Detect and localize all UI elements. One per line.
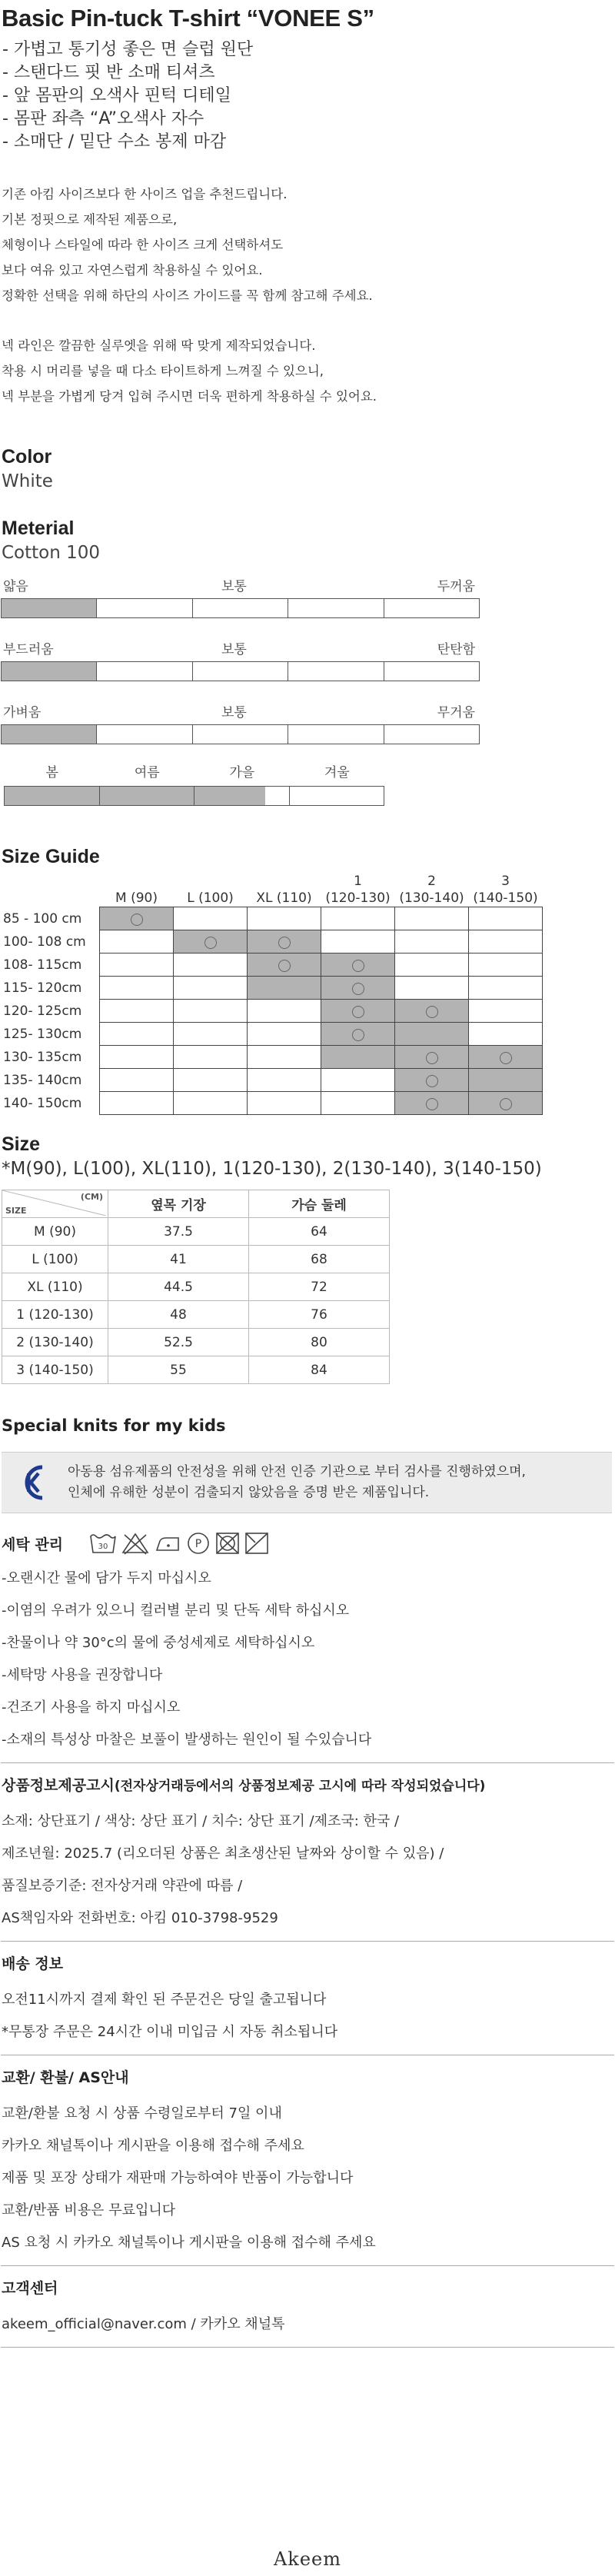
feature-item: - 가볍고 통기성 좋은 면 슬럽 원단 — [2, 40, 254, 59]
size-measure-row — [2, 1246, 390, 1273]
size-guide-cell — [248, 907, 321, 930]
season-cell — [4, 786, 100, 806]
size-guide-cell — [174, 1092, 248, 1115]
size-guide-row — [0, 1046, 543, 1069]
scale-bar — [2, 724, 480, 744]
size-guide-cell — [100, 907, 174, 930]
size-guide-cell — [174, 1023, 248, 1046]
size-guide-row — [0, 954, 543, 977]
scale-right-label: 두꺼움 — [437, 579, 475, 594]
text-line: 정확한 선택을 위해 하단의 사이즈 가이드를 꼭 함께 참고해 주세요. — [2, 288, 373, 303]
size-guide-row — [0, 1092, 543, 1115]
kc-notice-box — [2, 1452, 612, 1513]
laundry-line: -오랜시간 물에 담가 두지 마십시오 — [2, 1570, 211, 1586]
size-guide-cell — [395, 1069, 469, 1092]
notice-line: 제조년월: 2025.7 (리오더된 상품은 최초생산된 날짜와 상이할 수 있음) / — [2, 1845, 444, 1862]
season-label: 가을 — [229, 765, 255, 780]
season-label: 겨울 — [324, 765, 350, 780]
scale-cell — [288, 724, 384, 744]
fit-circle-icon — [352, 1006, 364, 1018]
season-cell — [99, 786, 195, 806]
size-measure-row — [2, 1301, 390, 1329]
size-guide-heading: Size Guide — [2, 846, 100, 867]
scale-cell — [96, 598, 192, 618]
size-guide-row-label: 120- 125cm — [3, 1003, 82, 1019]
season-scale — [2, 761, 615, 806]
size-col-header: L (100) — [187, 890, 234, 906]
size-guide-cell — [395, 1092, 469, 1115]
exchange-line: AS 요청 시 카카오 채널톡이나 게시판을 이용해 접수해 주세요 — [2, 2235, 376, 2251]
size-guide-cell — [469, 1000, 543, 1023]
scale-cell — [1, 598, 97, 618]
size-measure-row — [2, 1218, 390, 1246]
text-line: 넥 부분을 가볍게 당겨 입혀 주시면 더욱 편하게 착용하실 수 있어요. — [2, 389, 377, 404]
fit-circle-icon — [500, 1052, 512, 1064]
exchange-heading: 교환/ 환불/ AS안내 — [2, 2069, 129, 2086]
size-guide-cell — [469, 1092, 543, 1115]
scale-cell — [384, 661, 480, 681]
size-name-cell: M (90) — [2, 1218, 108, 1246]
size-guide-row-label: 85 - 100 cm — [3, 910, 82, 927]
divider — [1, 2347, 614, 2348]
size-name-cell: 2 (130-140) — [2, 1329, 108, 1356]
fit-circle-icon — [204, 937, 217, 949]
scale-cell — [1, 724, 97, 744]
scale-mid-label: 보통 — [221, 579, 247, 594]
size-measure-row — [2, 1273, 390, 1301]
text-line: 착용 시 머리를 넣을 때 다소 타이트하게 느껴질 수 있으니, — [2, 364, 324, 378]
fit-circle-icon — [426, 1098, 438, 1110]
text-line: 체형이나 스타일에 따라 한 사이즈 크게 선택하셔도 — [2, 238, 284, 252]
product-title: Basic Pin-tuck T-shirt “VONEE S” — [2, 5, 374, 32]
dry-clean-p-icon — [186, 1532, 211, 1555]
customer-center-section — [0, 2277, 615, 2341]
size-guide-row — [0, 930, 543, 954]
scale-bar — [2, 661, 480, 681]
size-guide-cell — [469, 977, 543, 1000]
size-guide-cell — [395, 1023, 469, 1046]
text-line: 기존 아킴 사이즈보다 한 사이즈 업을 추천드립니다. — [2, 187, 288, 201]
fit-circle-icon — [278, 937, 291, 949]
scale-mid-label: 보통 — [221, 705, 247, 721]
size-guide-cell — [100, 1046, 174, 1069]
iron-low-icon — [154, 1532, 181, 1555]
laundry-line: -찬물이나 약 30°c의 물에 중성세제로 세탁하십시오 — [2, 1635, 315, 1651]
size-guide-cell — [469, 1069, 543, 1092]
divider — [1, 2265, 614, 2266]
scale-cell — [96, 724, 192, 744]
notice-line: 품질보증기준: 전자상거래 약관에 따름 / — [2, 1878, 243, 1894]
feature-list — [0, 38, 615, 154]
measure-cell: 55 — [108, 1356, 249, 1384]
scale-cell — [192, 661, 288, 681]
scale-left-label: 부드러움 — [3, 642, 54, 657]
shipping-line: *무통장 주문은 24시간 이내 미입금 시 자동 취소됩니다 — [2, 2024, 338, 2040]
size-col-header: 3 (140-150) — [473, 874, 538, 906]
size-guide-row — [0, 1023, 543, 1046]
measure-cell: 41 — [108, 1246, 249, 1273]
scale-mid-label: 보통 — [221, 642, 247, 657]
shipping-line: 오전11시까지 결제 확인 된 주문건은 당일 출고됩니다 — [2, 1992, 327, 2008]
season-label: 여름 — [134, 765, 160, 780]
size-guide-cell — [174, 930, 248, 954]
thickness-scale — [2, 575, 615, 618]
size-guide-cell — [395, 977, 469, 1000]
size-guide-cell — [395, 930, 469, 954]
size-guide-row — [0, 907, 543, 930]
size-guide-row-label: 108- 115cm — [3, 957, 82, 973]
laundry-icons — [89, 1532, 269, 1555]
scale-left-label: 가벼움 — [3, 705, 42, 721]
laundry-heading: 세탁 관리 — [2, 1536, 64, 1553]
kc-text-line: 아동용 섬유제품의 안전성을 위해 안전 인증 기관으로 부터 검사를 진행하였으며, — [68, 1464, 526, 1479]
size-guide-cell — [395, 907, 469, 930]
season-label: 봄 — [45, 765, 58, 780]
scale-cell — [384, 598, 480, 618]
size-guide-cell — [321, 930, 395, 954]
neckline-note-text — [0, 333, 615, 409]
size-guide-cell — [248, 977, 321, 1000]
size-name-cell: 1 (120-130) — [2, 1301, 108, 1329]
measure-cell: 44.5 — [108, 1273, 249, 1301]
size-guide-cell — [248, 954, 321, 977]
divider — [1, 1762, 614, 1763]
measure-cell: 80 — [249, 1329, 390, 1356]
size-guide-row-label: 125- 130cm — [3, 1026, 82, 1042]
scale-left-label: 얇음 — [3, 579, 28, 594]
no-bleach-icon — [121, 1532, 149, 1555]
size-guide-row — [0, 1069, 543, 1092]
measure-header: 가슴 둘레 — [249, 1190, 390, 1218]
exchange-line: 제품 및 포장 상태가 재판매 가능하여야 반품이 가능합니다 — [2, 2170, 354, 2186]
size-guide-table — [0, 873, 543, 1115]
size-guide-cell — [100, 1000, 174, 1023]
kc-mark-icon — [8, 1463, 62, 1503]
text-line: 넥 라인은 깔끔한 실루엣을 위해 딱 맞게 제작되었습니다. — [2, 338, 316, 353]
shipping-section — [0, 1952, 615, 2048]
size-guide-cell — [248, 1069, 321, 1092]
fit-circle-icon — [131, 914, 143, 926]
season-cell — [289, 786, 385, 806]
size-name-cell: 3 (140-150) — [2, 1356, 108, 1384]
exchange-line: 교환/환불 요청 시 상품 수령일로부터 7일 이내 — [2, 2105, 282, 2122]
scale-cell — [1, 661, 97, 681]
unit-label: (CM) — [80, 1192, 103, 1202]
laundry-line: -소재의 특성상 마찰은 보풀이 발생하는 원인이 될 수있습니다 — [2, 1732, 372, 1748]
size-list: *M(90), L(100), XL(110), 1(120-130), 2(130-140), 3(140-150) — [2, 1159, 542, 1179]
size-guide-cell — [100, 1069, 174, 1092]
measure-cell: 72 — [249, 1273, 390, 1301]
exchange-line: 교환/반품 비용은 무료입니다 — [2, 2202, 176, 2218]
exchange-line: 카카오 채널톡이나 게시판을 이용해 접수해 주세요 — [2, 2138, 304, 2154]
measure-cell: 48 — [108, 1301, 249, 1329]
size-guide-cell — [321, 977, 395, 1000]
scale-cell — [384, 724, 480, 744]
size-guide-cell — [469, 1046, 543, 1069]
product-notice-section — [0, 1774, 615, 1935]
fit-circle-icon — [352, 1029, 364, 1041]
scale-right-label: 탄탄함 — [437, 642, 475, 657]
size-guide-cell — [321, 1023, 395, 1046]
fabric-scales — [0, 575, 615, 806]
size-guide-cell — [248, 1046, 321, 1069]
size-guide-cell — [248, 1092, 321, 1115]
scale-cell — [96, 661, 192, 681]
size-guide-section — [0, 846, 615, 1115]
laundry-line: -세탁망 사용을 권장합니다 — [2, 1667, 163, 1683]
laundry-section — [0, 1532, 615, 1756]
measure-cell: 52.5 — [108, 1329, 249, 1356]
color-section — [0, 446, 615, 491]
brand-logo: Akeem — [273, 2548, 342, 2570]
exchange-section — [0, 2066, 615, 2259]
size-guide-cell — [100, 1023, 174, 1046]
size-guide-cell — [469, 930, 543, 954]
svg-text:30: 30 — [98, 1543, 108, 1551]
laundry-line: -건조기 사용을 하지 마십시오 — [2, 1699, 181, 1716]
cs-contact: akeem_official@naver.com / 카카오 채널톡 — [2, 2316, 285, 2332]
size-recommendation-text — [0, 181, 615, 308]
size-guide-cell — [248, 930, 321, 954]
size-guide-cell — [321, 1000, 395, 1023]
size-guide-row — [0, 1000, 543, 1023]
size-guide-cell — [321, 954, 395, 977]
measure-cell: 68 — [249, 1246, 390, 1273]
size-guide-cell — [174, 977, 248, 1000]
notice-heading: 상품정보제공고시(전자상거래등에서의 상품정보제공 고시에 따라 작성되었습니다) — [2, 1777, 486, 1794]
kc-text-line: 인체에 유해한 성분이 검출되지 않았음을 증명 받은 제품입니다. — [68, 1485, 430, 1500]
size-guide-row-label: 130- 135cm — [3, 1049, 82, 1065]
fit-circle-icon — [426, 1075, 438, 1087]
color-value: White — [2, 471, 53, 491]
size-measure-table — [2, 1190, 390, 1384]
feature-item: - 앞 몸판의 오색사 핀턱 디테일 — [2, 86, 231, 105]
size-guide-cell — [174, 907, 248, 930]
size-guide-cell — [469, 954, 543, 977]
size-guide-row-label: 135- 140cm — [3, 1072, 82, 1088]
shipping-heading: 배송 정보 — [2, 1955, 64, 1972]
color-heading: Color — [2, 446, 52, 468]
size-guide-cell — [174, 1000, 248, 1023]
size-col-header: XL (110) — [256, 890, 312, 906]
size-name-cell: L (100) — [2, 1246, 108, 1273]
measure-cell: 76 — [249, 1301, 390, 1329]
fit-circle-icon — [352, 983, 364, 995]
softness-scale — [2, 638, 615, 681]
season-cell — [194, 786, 290, 806]
measure-header: 옆목 기장 — [108, 1190, 249, 1218]
size-guide-row-label: 100- 108 cm — [3, 934, 86, 950]
size-guide-cell — [100, 977, 174, 1000]
notice-line: AS책임자와 전화번호: 아킴 010-3798-9529 — [2, 1910, 278, 1926]
text-line: 기본 정핏으로 제작된 제품으로, — [2, 212, 178, 227]
size-guide-cell — [321, 1092, 395, 1115]
size-guide-cell — [100, 954, 174, 977]
size-col-header: 1 (120-130) — [325, 874, 391, 906]
size-table-corner — [2, 1190, 108, 1218]
no-wring-icon — [244, 1532, 269, 1555]
size-heading: Size — [2, 1133, 41, 1155]
feature-item: - 소매단 / 밑단 수소 봉제 마감 — [2, 132, 227, 151]
cs-heading: 고객센터 — [2, 2280, 58, 2297]
notice-line: 소재: 상단표기 / 색상: 상단 표기 / 치수: 상단 표기 /제조국: 한국 / — [2, 1813, 400, 1829]
weight-scale — [2, 701, 615, 744]
size-label: SIZE — [5, 1206, 27, 1216]
feature-item: - 스탠다드 핏 반 소매 티셔츠 — [2, 63, 215, 82]
scale-cell — [192, 598, 288, 618]
size-guide-row-label: 115- 120cm — [3, 980, 82, 996]
size-guide-cell — [395, 1046, 469, 1069]
scale-cell — [288, 661, 384, 681]
feature-item: - 몸판 좌측 “A”오색사 자수 — [2, 109, 204, 128]
size-section — [0, 1133, 615, 1384]
material-value: Cotton 100 — [2, 543, 101, 563]
text-line: 보다 여유 있고 자연스럽게 착용하실 수 있어요. — [2, 263, 263, 278]
size-guide-row-label: 140- 150cm — [3, 1095, 82, 1111]
size-guide-cell — [100, 1092, 174, 1115]
size-guide-cell — [469, 1023, 543, 1046]
scale-cell — [192, 724, 288, 744]
measure-cell: 64 — [249, 1218, 390, 1246]
size-guide-cell — [321, 1046, 395, 1069]
fit-circle-icon — [352, 960, 364, 972]
laundry-line: -이염의 우려가 있으니 컬러별 분리 및 단독 세탁 하십시오 — [2, 1603, 350, 1619]
no-tumble-dry-icon — [215, 1532, 240, 1555]
size-col-header: M (90) — [115, 890, 158, 906]
size-measure-row — [2, 1356, 390, 1384]
scale-cell — [288, 598, 384, 618]
laundry-lines — [0, 1563, 615, 1756]
scale-bar — [2, 598, 480, 618]
wash-30-icon — [89, 1532, 117, 1555]
scale-right-label: 무거움 — [437, 705, 475, 721]
size-guide-cell — [174, 1069, 248, 1092]
kids-section — [0, 1416, 615, 1513]
material-section — [0, 518, 615, 563]
size-guide-cell — [321, 1069, 395, 1092]
size-guide-cell — [248, 1000, 321, 1023]
size-guide-cell — [395, 954, 469, 977]
fit-circle-icon — [426, 1006, 438, 1018]
fit-circle-icon — [278, 960, 291, 972]
fit-circle-icon — [500, 1098, 512, 1110]
size-guide-row — [0, 977, 543, 1000]
size-guide-cell — [174, 954, 248, 977]
divider — [1, 1941, 614, 1942]
size-guide-cell — [248, 1023, 321, 1046]
size-col-header: 2 (130-140) — [399, 874, 464, 906]
size-guide-cell — [321, 907, 395, 930]
svg-text:P: P — [194, 1538, 202, 1550]
measure-cell: 37.5 — [108, 1218, 249, 1246]
size-guide-cell — [174, 1046, 248, 1069]
size-name-cell: XL (110) — [2, 1273, 108, 1301]
size-measure-row — [2, 1329, 390, 1356]
material-heading: Meterial — [2, 518, 75, 539]
size-guide-cell — [469, 907, 543, 930]
size-guide-cell — [395, 1000, 469, 1023]
kids-heading: Special knits for my kids — [2, 1416, 226, 1435]
fit-circle-icon — [426, 1052, 438, 1064]
measure-cell: 84 — [249, 1356, 390, 1384]
size-guide-cell — [100, 930, 174, 954]
season-bar — [2, 786, 384, 806]
